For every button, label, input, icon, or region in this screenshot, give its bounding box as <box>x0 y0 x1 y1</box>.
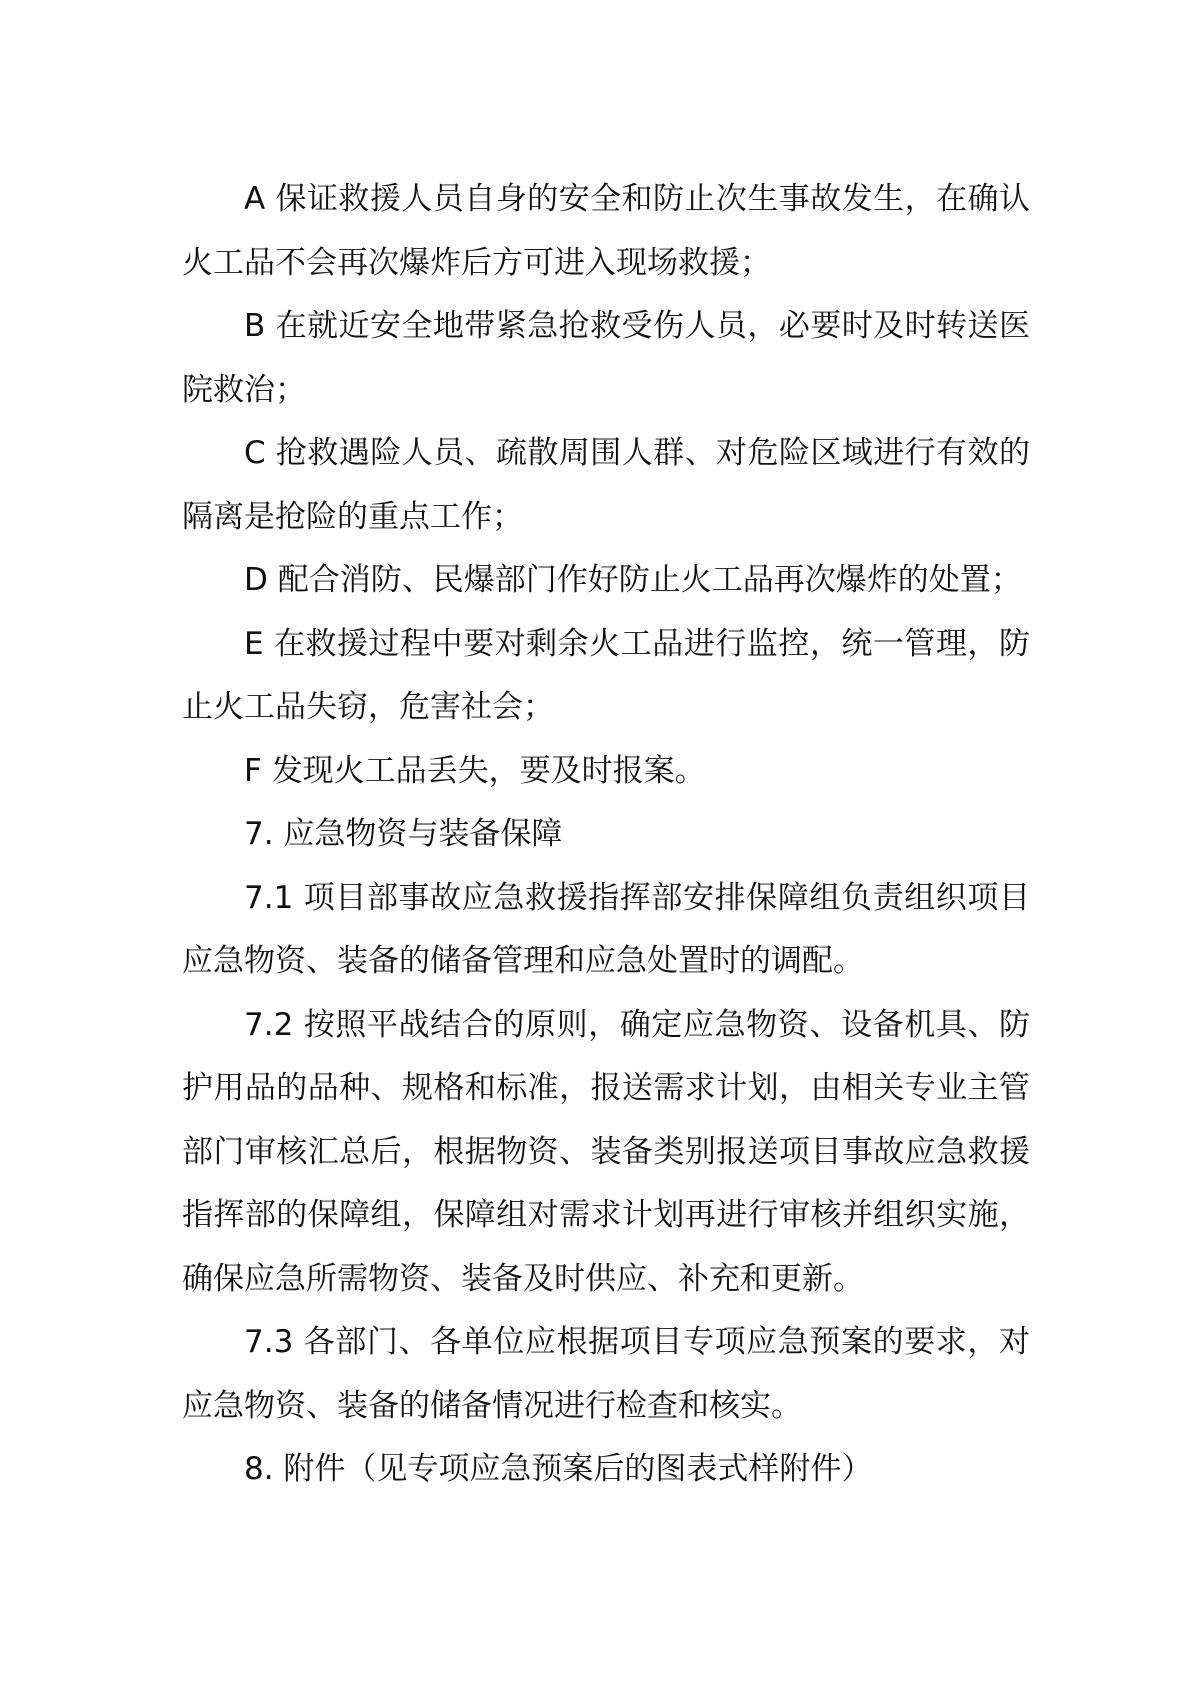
paragraph-item-a: A 保证救援人员自身的安全和防止次生事故发生，在确认火工品不会再次爆炸后方可进入现场救援； <box>182 181 1030 281</box>
paragraph-7-3: 7.3 各部门、各单位应根据项目专项应急预案的要求，对应急物资、装备的储备情况进行检查和核实。 <box>182 1324 1030 1424</box>
paragraph-item-e: E 在救援过程中要对剩余火工品进行监控，统一管理，防止火工品失窃，危害社会； <box>182 625 1030 725</box>
paragraph-item-f: F 发现火工品丢失，要及时报案。 <box>244 752 706 789</box>
section-heading-7: 7. 应急物资与装备保障 <box>244 816 563 852</box>
paragraph-7-1: 7.1 项目部事故应急救援指挥部安排保障组负责组织项目应急物资、装备的储备管理和应急处置时的调配。 <box>182 879 1030 979</box>
paragraph-item-b: B 在就近安全地带紧急抢救受伤人员，必要时及时转送医院救治； <box>182 308 1030 408</box>
paragraph-item-c: C 抢救遇险人员、疏散周围人群、对危险区域进行有效的隔离是抢险的重点工作； <box>182 435 1030 535</box>
paragraph-item-d: D 配合消防、民爆部门作好防止火工品再次爆炸的处置； <box>244 562 1022 598</box>
section-heading-8: 8. 附件（见专项应急预案后的图表式样附件） <box>244 1451 873 1487</box>
document-body <box>182 168 1030 1502</box>
paragraph-7-2: 7.2 按照平战结合的原则，确定应急物资、设备机具、防护用品的品种、规格和标准，报送需求计划，由相关专业主管部门审核汇总后，根据物资、装备类别报送项目事故应急救援指挥部的保障组，保障组对需求计划再进行审核并组织实施，确保应急所需物资、装备及时供应、补充和更新。 <box>182 1006 1030 1297</box>
